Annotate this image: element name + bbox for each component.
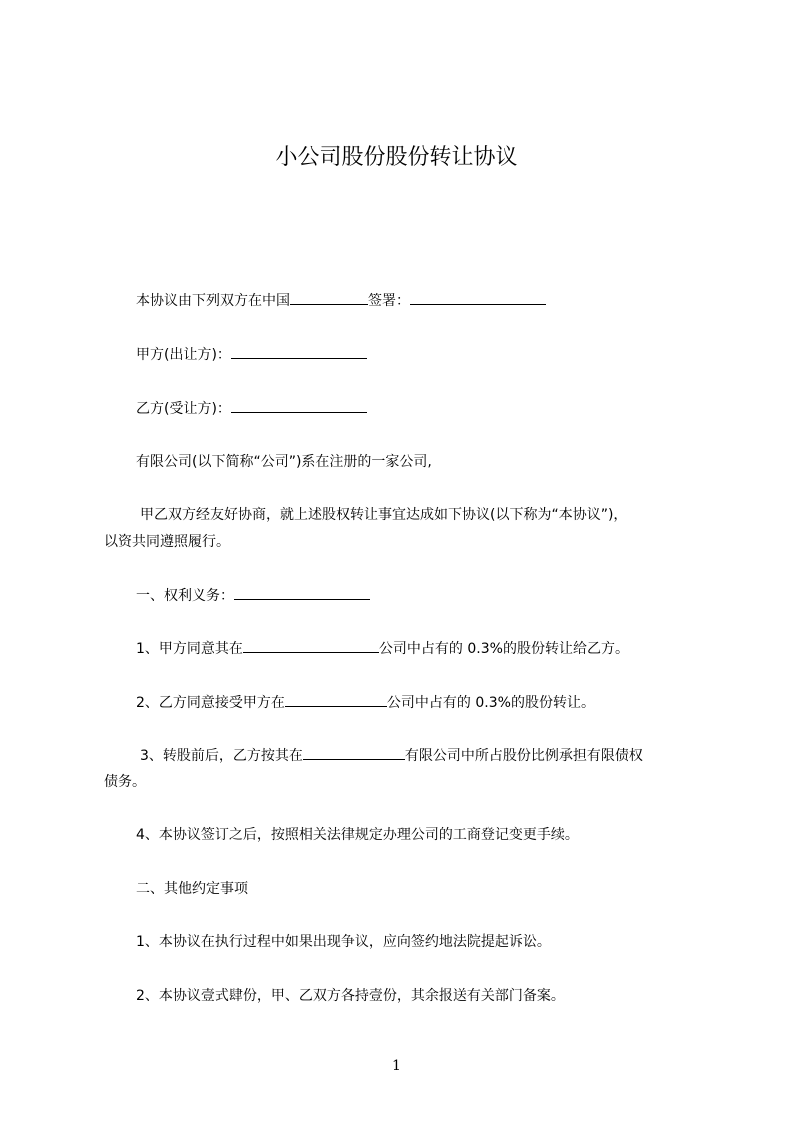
section-2-heading: 二、其他约定事项 — [136, 881, 248, 897]
item-3-prefix: 3、转股前后，乙方按其在 — [140, 748, 303, 764]
item-3-line-2: 债务。 — [104, 774, 146, 790]
section-1-blank — [234, 585, 370, 600]
intro-line — [136, 290, 546, 311]
section-1-label: 一、权利义务： — [136, 588, 234, 604]
page-number: 1 — [392, 1058, 401, 1074]
party-a-line — [136, 344, 367, 365]
item-2-prefix: 2、乙方同意接受甲方在 — [136, 695, 285, 711]
item-3-line — [140, 745, 643, 766]
intro-prefix: 本协议由下列双方在中国 — [136, 293, 290, 309]
item-3-blank — [303, 745, 405, 760]
intro-mid: 签署： — [368, 293, 410, 309]
location-blank — [290, 290, 368, 305]
item-2-suffix: 公司中占有的 0.3%的股份转让。 — [386, 695, 595, 711]
party-b-label: 乙方(受让方)： — [136, 401, 231, 417]
party-a-blank — [231, 344, 367, 359]
item-1-suffix: 公司中占有的 0.3%的股份转让给乙方。 — [378, 641, 629, 657]
other-1-line: 1、本协议在执行过程中如果出现争议，应向签约地法院提起诉讼。 — [136, 934, 551, 950]
document-title: 小公司股份股份转让协议 — [275, 145, 518, 170]
consult-line-1: 甲乙双方经友好协商，就上述股权转让事宜达成如下协议(以下称为“本协议”)， — [140, 507, 628, 523]
party-b-line — [136, 398, 367, 419]
item-3-suffix: 有限公司中所占股份比例承担有限债权 — [404, 748, 643, 764]
party-a-label: 甲方(出让方)： — [136, 347, 231, 363]
item-1-blank — [243, 638, 379, 653]
section-1-heading — [136, 585, 370, 606]
item-1-line — [136, 638, 629, 659]
consult-line-2: 以资共同遵照履行。 — [104, 534, 230, 550]
item-4-line: 4、本协议签订之后，按照相关法律规定办理公司的工商登记变更手续。 — [136, 827, 579, 843]
other-2-line: 2、本协议壹式肆份，甲、乙双方各持壹份，其余报送有关部门备案。 — [136, 988, 565, 1004]
signing-blank — [410, 290, 546, 305]
party-b-blank — [231, 398, 367, 413]
company-line: 有限公司(以下简称“公司”)系在注册的一家公司, — [136, 454, 432, 470]
item-2-line — [136, 692, 595, 713]
item-1-prefix: 1、甲方同意其在 — [136, 641, 243, 657]
item-2-blank — [285, 692, 387, 707]
